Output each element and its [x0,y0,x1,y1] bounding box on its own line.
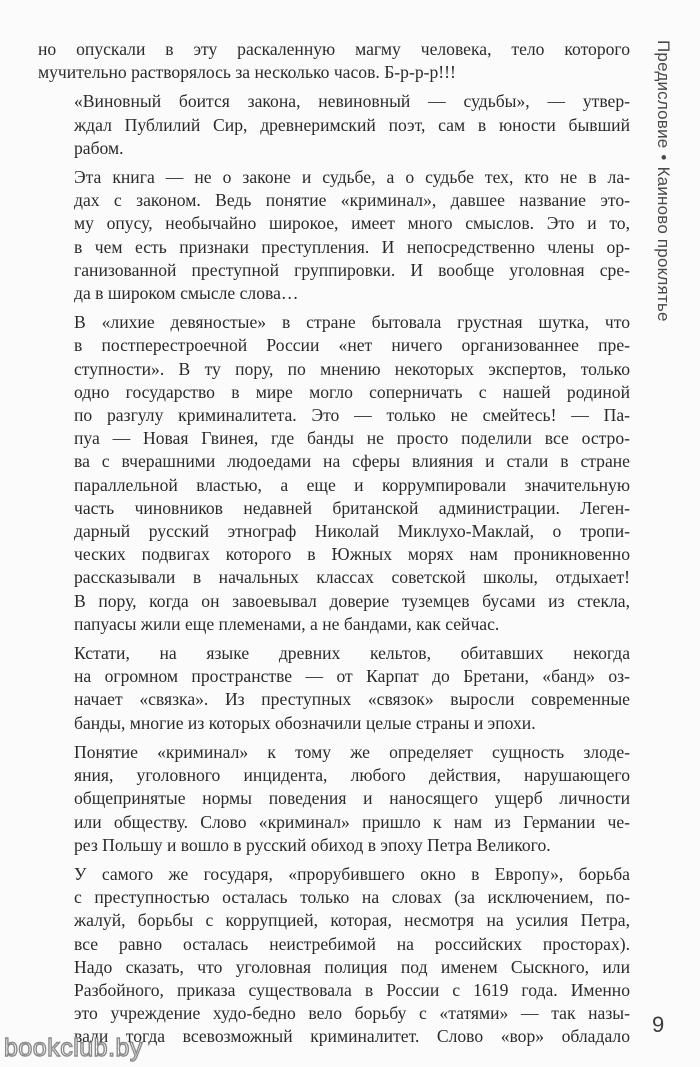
text-line: В пору, когда он завоевывал доверие туземцев бусами из стекла, [74,590,630,611]
paragraph [38,166,630,305]
chapter-title: Каиново проклятье [654,166,673,322]
text-line: ва с вчерашними людоедами на сферы влияния и стали в стране [74,451,630,472]
text-line: пуа — Новая Гвинея, где банды не просто поделили все остро- [74,428,630,449]
section-title: Предисловие [654,40,673,149]
text-line: часть чиновников недавней британской администрации. Леген- [74,497,630,518]
text-line: рез Польшу и вошло в русский обиход в эпоху Петра Великого. [74,834,551,855]
text-line: Разбойного, приказа существовала в России с 1619 года. Именно [74,979,630,1000]
text-line: Кстати, на языке древних кельтов, обитавших некогда [74,643,630,664]
text-line: дарный русский этнограф Николай Миклухо-Маклай, о тропи- [74,521,630,542]
text-line: в постперестроечной России «нет ничего организованнее пре- [74,335,630,356]
paragraph [38,90,630,160]
paragraph [38,311,630,636]
text-line: му опусу, необычайно широкое, имеет много смыслов. Это и то, [74,213,630,234]
text-line: по разгулу криминалитета. Это — только не смейтесь! — Па- [74,405,630,426]
body-text [38,38,630,1055]
text-line: на огромном пространстве — от Карпат до Бретани, «банд» оз- [74,666,630,687]
text-line: Понятие «криминал» к тому же определяет сущность злоде- [74,741,630,762]
text-line: банды, многие из которых обозначили целые страны и эпохи. [74,712,536,733]
paragraph [38,741,630,857]
text-line: вали тогда всевозможный криминалитет. Слово «вор» обладало [74,1026,630,1047]
text-line: общепринятые нормы поведения и наносящего ущерб личности [74,788,630,809]
running-head [645,40,685,370]
paragraph [38,38,630,84]
text-line: ступности». В ту пору, по мнению некоторых экспертов, только [74,358,630,379]
text-line: параллельной властью, а еще и коррумпировали значительную [74,474,630,495]
text-line: ганизованной преступной группировки. И вообще уголовная сре- [74,259,630,280]
text-line: жалуй, борьбы с коррупцией, которая, несмотря на усилия Петра, [74,910,630,931]
text-line: все равно осталась неистребимой на российских просторах). [74,933,630,954]
text-line: мучительно растворялось за несколько часов. Б-р-р-р!!! [38,62,456,83]
text-line: это учреждение худо-бедно вело борьбу с «татями» — так назы- [74,1003,630,1024]
text-line: рабом. [74,137,124,158]
text-line: ческих подвигах которого в Южных морях нам проникновенно [74,544,630,565]
text-line: одно государство в мире могло соперничать с нашей родиной [74,381,630,402]
text-line: В «лихие девяностые» в стране бытовала грустная шутка, что [74,312,630,333]
text-line: дах с законом. Ведь понятие «криминал», давшее название это- [74,190,630,211]
watermark: bookclub.by [4,1034,143,1062]
page-number: 9 [652,1012,665,1037]
text-line: «Виновный боится закона, невиновный — судьбы», — утвер- [74,91,630,112]
text-line: ждал Публилий Сир, древнеримский поэт, сам в юности бывший [74,114,630,135]
text-line: или обществу. Слово «криминал» пришло к нам из Германии че- [74,811,630,832]
text-line: Надо сказать, что уголовная полиция под именем Сыскного, или [74,956,630,977]
paragraph [38,863,630,1049]
text-line: Эта книга — не о законе и судьбе, а о судьбе тех, кто не в ла- [74,167,630,188]
text-line: У самого же государя, «прорубившего окно в Европу», борьба [74,863,630,884]
paragraph [38,642,630,735]
text-line: начает «связка». Из преступных «связок» выросли современные [74,689,630,710]
text-line: да в широком смысле слова… [74,283,299,304]
text-line: с преступностью осталась только на словах (за исключением, по- [74,887,630,908]
text-line: рассказывали в начальных классах советской школы, отдыхает! [74,567,630,588]
text-line: папуасы жили еще племенами, а не бандами, как сейчас. [74,613,500,634]
text-line: в чем есть признаки преступления. И непосредственно члены ор- [74,236,630,257]
text-line: но опускали в эту раскаленную магму человека, тело которого [38,39,630,59]
bullet-separator: • [654,154,673,161]
running-head-text [653,40,673,322]
text-line: яния, уголовного инцидента, любого действия, нарушающего [74,765,630,786]
